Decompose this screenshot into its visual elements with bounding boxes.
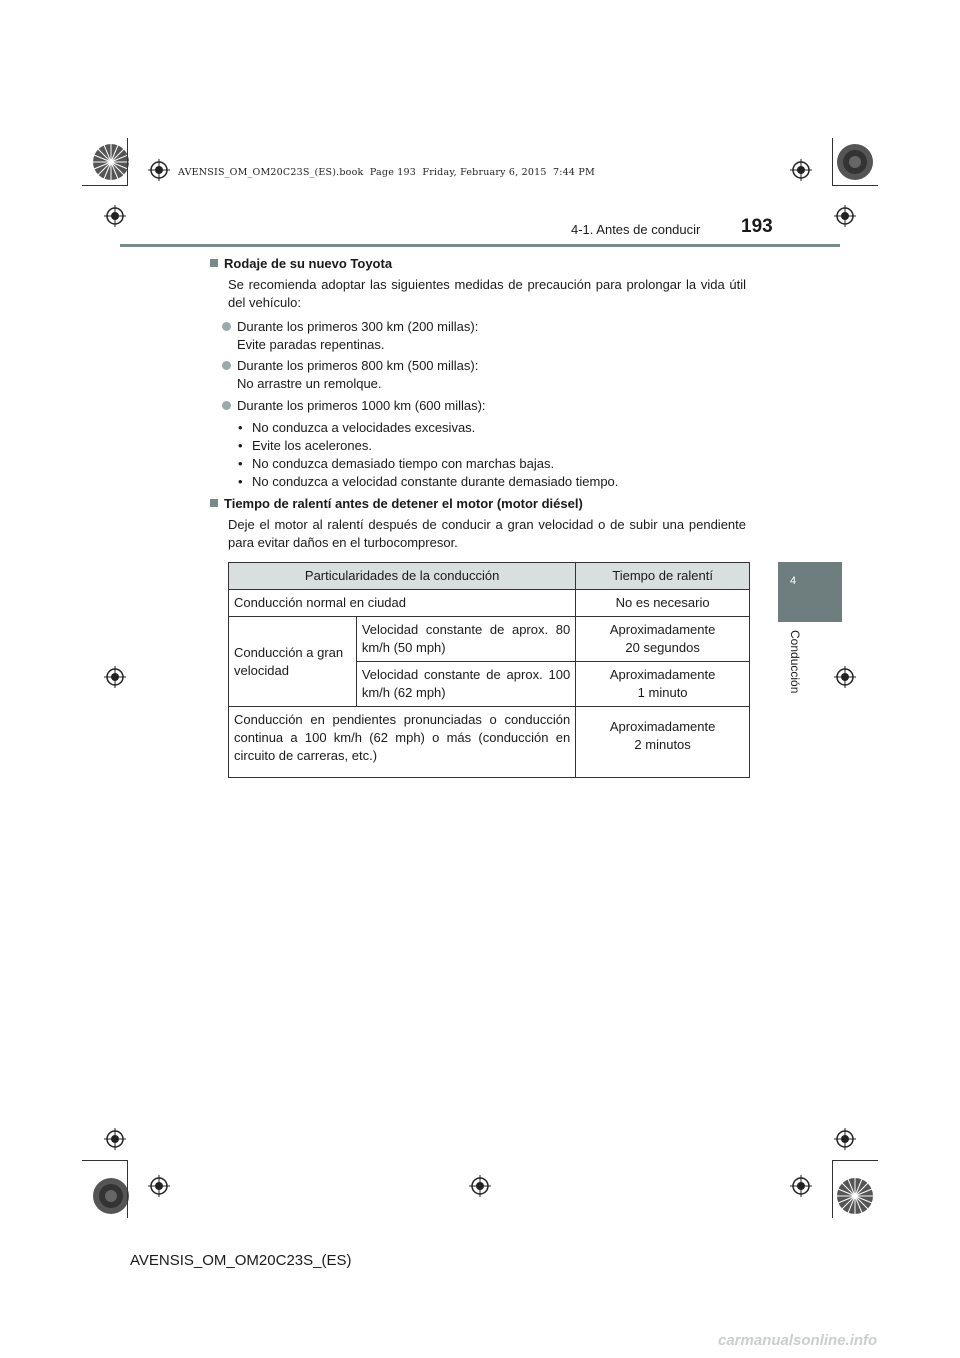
table-row xyxy=(229,707,750,778)
list-item: • No conduzca a velocidad constante durante demasiado tiempo. xyxy=(238,474,619,489)
chapter-tab xyxy=(778,562,842,622)
crop-line xyxy=(82,1160,128,1161)
list-item: • Evite los acelerones. xyxy=(238,438,372,453)
crop-line xyxy=(832,1160,833,1218)
print-rosette-icon xyxy=(92,143,130,181)
list-item: • No conduzca a velocidades excesivas. xyxy=(238,420,476,435)
crop-line xyxy=(832,138,833,186)
section-intro: Deje el motor al ralentí después de conducir a gran velocidad o de subir una pendiente para evitar daños en el turbocompresor. xyxy=(228,517,746,550)
print-rosette-icon xyxy=(92,1177,130,1215)
table-header-cell: Tiempo de ralentí xyxy=(576,563,750,590)
header-rule xyxy=(120,244,840,247)
crop-line xyxy=(127,138,128,186)
table-row xyxy=(229,590,750,617)
table-header-cell: Particularidades de la conducción xyxy=(229,563,576,590)
square-bullet-icon xyxy=(210,259,218,267)
list-item xyxy=(222,357,478,393)
file-stamp: AVENSIS_OM_OM20C23S_(ES).book Page 193 Friday, February 6, 2015 7:44 PM xyxy=(178,167,595,178)
table-cell: Aproximadamente 2 minutos xyxy=(576,707,750,778)
square-bullet-icon xyxy=(210,499,218,507)
table-cell: Conducción en pendientes pronunciadas o conducción continua a 100 km/h (62 mph) o más (conducción en circuito de carreras, etc.) xyxy=(229,707,576,778)
bullet-line-1: Durante los primeros 300 km (200 millas): xyxy=(237,319,479,334)
table-cell: Velocidad constante de aprox. 100 km/h (62 mph) xyxy=(356,662,575,707)
registration-mark-icon xyxy=(148,1175,170,1197)
table-cell: Conducción normal en ciudad xyxy=(229,590,576,617)
page-number: 193 xyxy=(741,216,773,237)
idle-time-table xyxy=(228,562,750,778)
print-rosette-icon xyxy=(836,1177,874,1215)
crop-line xyxy=(832,185,878,186)
registration-mark-icon xyxy=(834,1128,856,1150)
heading-text: Rodaje de su nuevo Toyota xyxy=(224,256,393,271)
circle-bullet-icon xyxy=(222,361,231,370)
table-cell: Velocidad constante de aprox. 80 km/h (50 mph) xyxy=(356,617,575,662)
bullet-line-1: Durante los primeros 800 km (500 millas): xyxy=(237,358,479,373)
print-rosette-icon xyxy=(836,143,874,181)
registration-mark-icon xyxy=(104,1128,126,1150)
registration-mark-icon xyxy=(104,205,126,227)
section-heading xyxy=(210,256,392,271)
table-header-row xyxy=(229,563,750,590)
bullet-line-2: Evite paradas repentinas. xyxy=(237,337,385,352)
table-cell: Aproximadamente 1 minuto xyxy=(576,662,750,707)
section-heading xyxy=(210,496,583,511)
list-item xyxy=(222,397,486,415)
table-cell: Aproximadamente 20 segundos xyxy=(576,617,750,662)
chapter-label: Conducción xyxy=(788,630,802,694)
chapter-number: 4 xyxy=(790,575,797,587)
table-cell: No es necesario xyxy=(576,590,750,617)
list-item xyxy=(222,318,478,354)
table-cell: Conducción a gran velocidad xyxy=(229,617,357,707)
model-code: AVENSIS_OM_OM20C23S_(ES) xyxy=(130,1252,352,1269)
sub-list xyxy=(238,419,618,491)
section-intro: Se recomienda adoptar las siguientes medidas de precaución para prolongar la vida útil del vehículo: xyxy=(228,277,746,310)
crop-line xyxy=(127,1160,128,1218)
crop-line xyxy=(832,1160,878,1161)
watermark: carmanualsonline.info xyxy=(718,1332,878,1349)
crop-line xyxy=(82,185,128,186)
registration-mark-icon xyxy=(790,159,812,181)
bullet-line-1: Durante los primeros 1000 km (600 millas): xyxy=(237,398,486,413)
registration-mark-icon xyxy=(834,205,856,227)
list-item: • No conduzca demasiado tiempo con marchas bajas. xyxy=(238,456,555,471)
registration-mark-icon xyxy=(148,159,170,181)
bullet-line-2: No arrastre un remolque. xyxy=(237,376,382,391)
registration-mark-icon xyxy=(834,666,856,688)
section-title: 4-1. Antes de conducir xyxy=(571,222,701,237)
circle-bullet-icon xyxy=(222,322,231,331)
table-row xyxy=(229,617,750,662)
registration-mark-icon xyxy=(104,666,126,688)
registration-mark-icon xyxy=(469,1175,491,1197)
registration-mark-icon xyxy=(790,1175,812,1197)
circle-bullet-icon xyxy=(222,401,231,410)
heading-text: Tiempo de ralentí antes de detener el motor (motor diésel) xyxy=(224,496,583,511)
